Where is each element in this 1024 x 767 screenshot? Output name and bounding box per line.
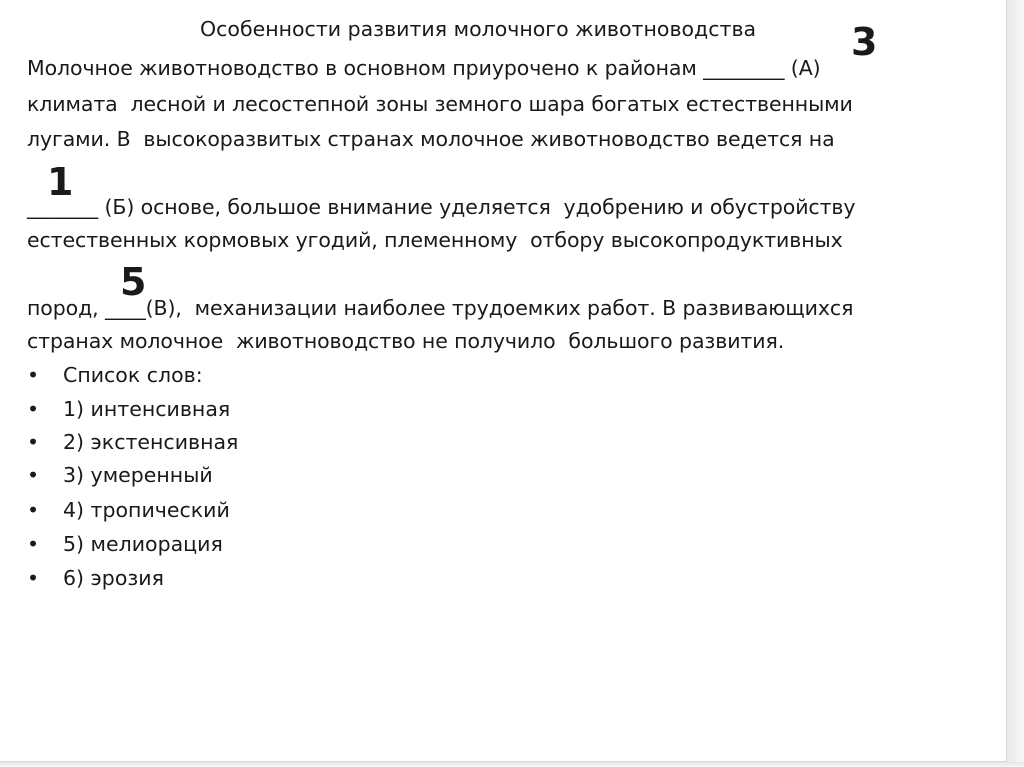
slide-shadow-right (1007, 0, 1024, 767)
list-item (27, 462, 213, 488)
list-item (27, 429, 238, 455)
list-item-label: 4) тропический (63, 498, 230, 522)
answer-b: 1 (47, 160, 74, 204)
answer-c: 5 (120, 260, 147, 304)
list-item-label: 2) экстенсивная (63, 430, 239, 454)
list-item (27, 531, 223, 557)
answer-a: 3 (851, 20, 878, 64)
list-item (27, 362, 203, 388)
bullet-marker: • (27, 430, 40, 454)
list-item-label: 1) интенсивная (63, 397, 231, 421)
list-item-label: 3) умеренный (63, 463, 213, 487)
paragraph-line: Молочное животноводство в основном приурочено к районам ________ (А) (27, 56, 821, 80)
list-item-label: 6) эрозия (63, 566, 164, 590)
bullet-marker: • (27, 463, 40, 487)
bullet-marker: • (27, 566, 40, 590)
list-item (27, 497, 230, 523)
paragraph-line: климата лесной и лесостепной зоны земного шара богатых естественными (27, 92, 853, 116)
paragraph-line: лугами. В высокоразвитых странах молочное животноводство ведется на (27, 127, 835, 151)
list-item-label: 5) мелиорация (63, 532, 223, 556)
list-item-label: Список слов: (63, 363, 203, 387)
paragraph-line: пород, ____(В), механизации наиболее трудоемких работ. В развивающихся (27, 296, 854, 320)
list-item (27, 565, 164, 591)
bullet-marker: • (27, 532, 40, 556)
bullet-marker: • (27, 498, 40, 522)
slide-title: Особенности развития молочного животноводства (200, 17, 757, 41)
paragraph-line: _______ (Б) основе, большое внимание уделяется удобрению и обустройству (27, 195, 856, 219)
bullet-marker: • (27, 363, 40, 387)
list-item (27, 396, 230, 422)
paragraph-line: естественных кормовых угодий, племенному отбору высокопродуктивных (27, 228, 843, 252)
bullet-marker: • (27, 397, 40, 421)
paragraph-line: странах молочное животноводство не получило большого развития. (27, 329, 785, 353)
slide-shadow-bottom (0, 762, 1024, 767)
